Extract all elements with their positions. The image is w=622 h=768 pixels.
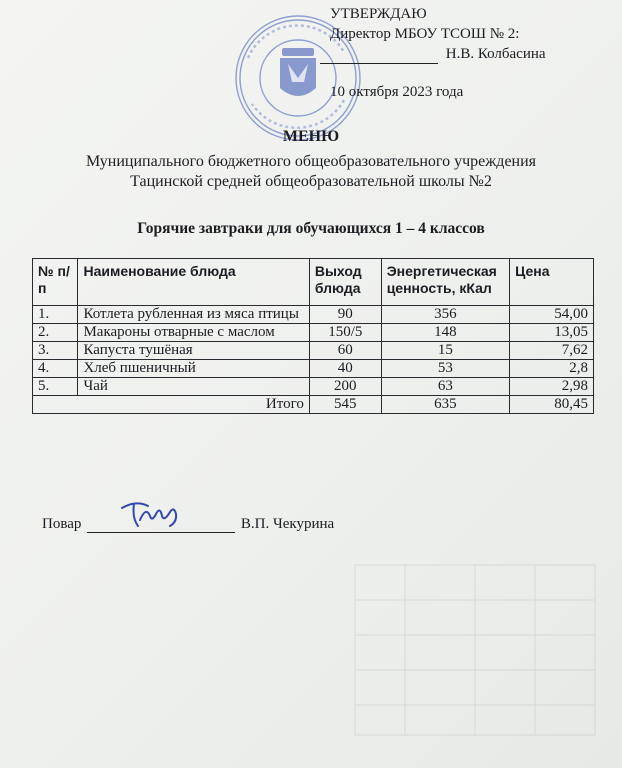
row-dish-name: Чай	[78, 378, 309, 396]
signature-line	[320, 47, 438, 64]
approval-signatory: Н.В. Колбасина	[445, 46, 546, 62]
row-output: 150/5	[309, 324, 381, 342]
row-energy: 15	[381, 342, 509, 360]
total-output: 545	[309, 396, 381, 414]
show-through-table	[325, 545, 615, 745]
table-total-row	[33, 396, 594, 414]
row-energy: 148	[381, 324, 509, 342]
row-price: 2,8	[510, 360, 594, 378]
approval-position: Директор МБОУ ТСОШ № 2:	[330, 26, 520, 42]
row-number: 2.	[33, 324, 78, 342]
cook-signature-row	[42, 516, 334, 533]
page-title: МЕНЮ	[282, 128, 340, 145]
table-row	[33, 360, 594, 378]
approval-date: 10 октября 2023 года	[330, 84, 464, 100]
approval-signature-row	[320, 44, 610, 64]
organization-line-2: Тацинской средней общеобразовательной школы №2	[130, 173, 492, 190]
organization-line-1: Муниципального бюджетного общеобразовательного учреждения	[85, 153, 537, 170]
header-number: № п/п	[33, 259, 78, 306]
menu-subtitle: Горячие завтраки для обучающихся 1 – 4 классов	[137, 220, 485, 237]
cook-label: Повар	[42, 516, 82, 532]
row-dish-name: Котлета рубленная из мяса птицы	[78, 306, 309, 324]
row-dish-name: Капуста тушёная	[78, 342, 309, 360]
table-row	[33, 324, 594, 342]
header-output: Выход блюда	[309, 259, 381, 306]
table-header-row	[33, 259, 594, 306]
row-energy: 356	[381, 306, 509, 324]
row-energy: 53	[381, 360, 509, 378]
total-energy: 635	[381, 396, 509, 414]
total-label: Итого	[33, 396, 310, 414]
row-dish-name: Макароны отварные с маслом	[78, 324, 309, 342]
cook-name: В.П. Чекурина	[240, 516, 335, 532]
row-output: 60	[309, 342, 381, 360]
row-energy: 63	[381, 378, 509, 396]
table-row	[33, 342, 594, 360]
table-row	[33, 378, 594, 396]
header-price: Цена	[510, 259, 594, 306]
row-number: 3.	[33, 342, 78, 360]
row-number: 1.	[33, 306, 78, 324]
row-output: 90	[309, 306, 381, 324]
row-output: 40	[309, 360, 381, 378]
menu-table	[32, 258, 594, 414]
header-dish-name: Наименование блюда	[78, 259, 309, 306]
total-price: 80,45	[510, 396, 594, 414]
row-dish-name: Хлеб пшеничный	[78, 360, 309, 378]
cook-signature-line	[87, 518, 235, 533]
row-price: 2,98	[510, 378, 594, 396]
row-output: 200	[309, 378, 381, 396]
row-number: 5.	[33, 378, 78, 396]
row-number: 4.	[33, 360, 78, 378]
approval-heading: УТВЕРЖДАЮ	[330, 6, 427, 22]
approval-block	[330, 4, 610, 102]
header-energy: Энергетическая ценность, кКал	[381, 259, 509, 306]
table-row	[33, 306, 594, 324]
row-price: 7,62	[510, 342, 594, 360]
row-price: 13,05	[510, 324, 594, 342]
row-price: 54,00	[510, 306, 594, 324]
